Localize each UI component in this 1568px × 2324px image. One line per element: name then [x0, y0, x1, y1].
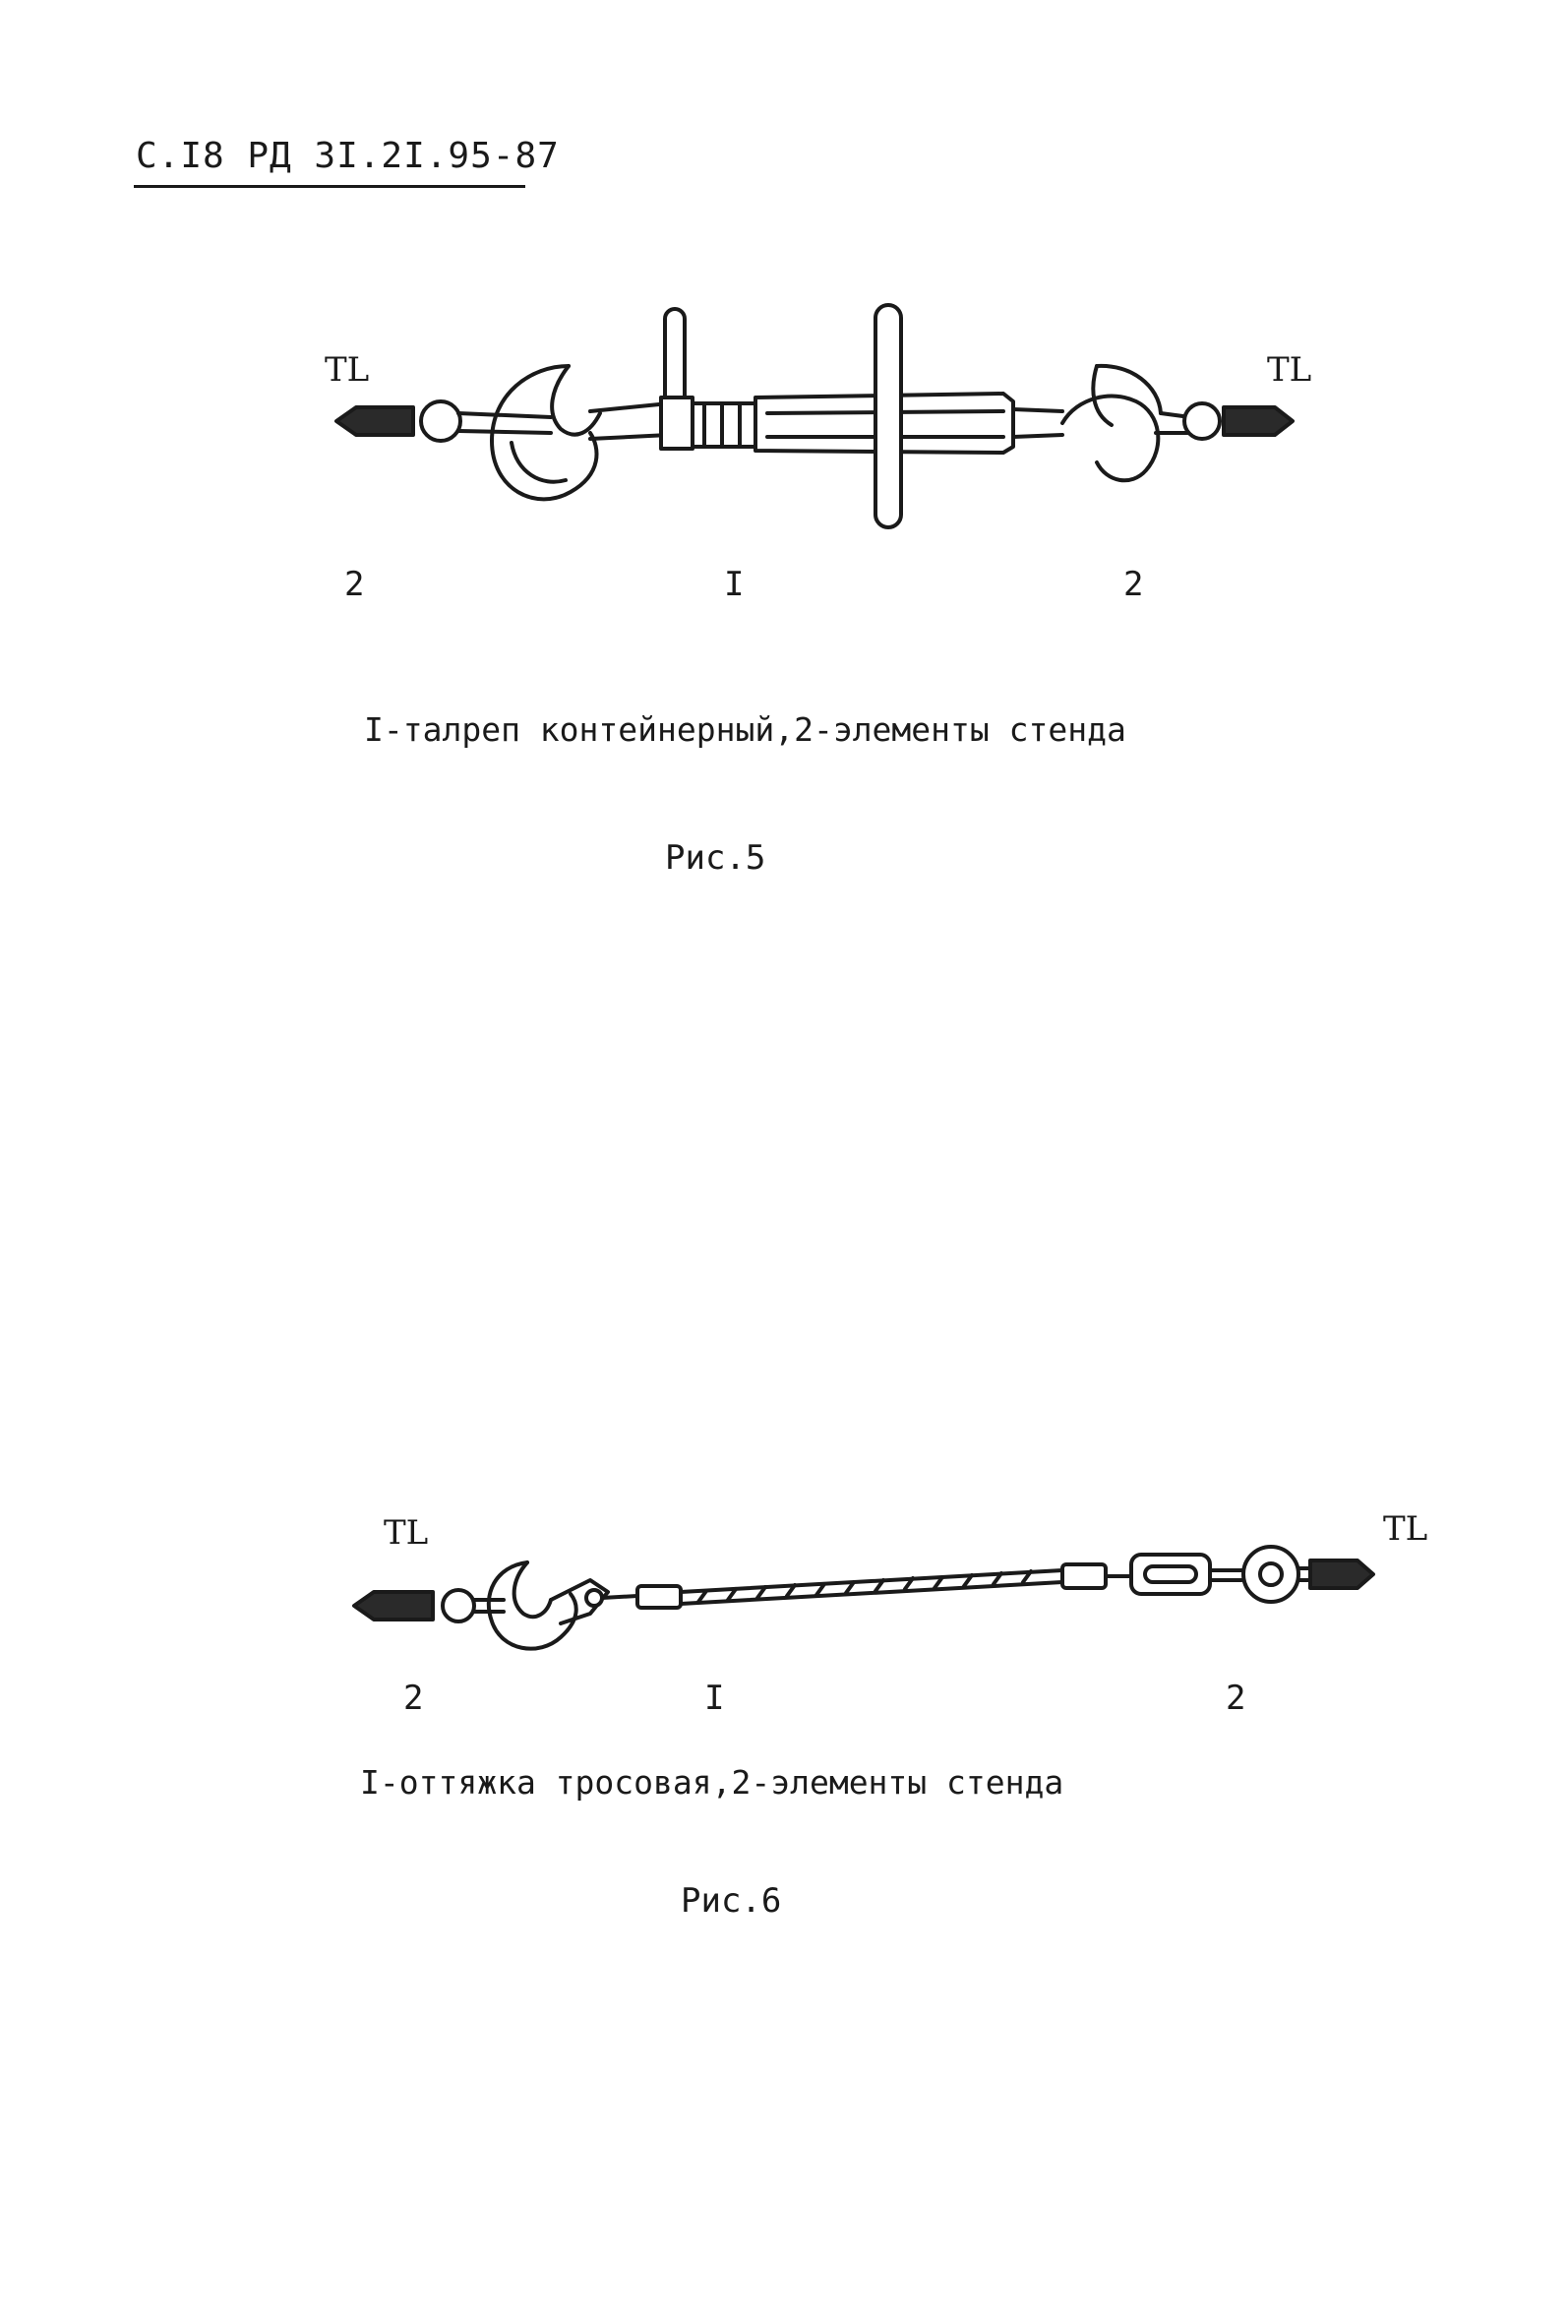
fig5-label-right: 2	[1123, 565, 1144, 604]
stand-element-left-icon-6	[354, 1592, 433, 1620]
fig6-tl-right: TL	[1383, 1509, 1428, 1549]
fig6-tl-left: TL	[384, 1513, 429, 1553]
fig6-caption: I-оттяжка тросовая,2-элементы стенда	[360, 1763, 1064, 1802]
fig6-label-left: 2	[403, 1679, 424, 1718]
page-header: С.I8 РД 3I.2I.95-87	[136, 136, 560, 176]
stand-element-right-icon-6	[1310, 1560, 1373, 1588]
fig5-tl-left: TL	[325, 350, 370, 390]
fig5-caption: I-талреп контейнерный,2-элементы стенда	[364, 710, 1126, 749]
fig5-label-center: I	[724, 565, 745, 604]
fig6-title: Рис.6	[681, 1881, 782, 1921]
fig6-label-center: I	[704, 1679, 725, 1718]
fig5-label-left: 2	[344, 565, 365, 604]
fig6-label-right: 2	[1226, 1679, 1246, 1718]
fig5-title: Рис.5	[665, 838, 766, 878]
fig5-tl-right: TL	[1267, 350, 1312, 390]
